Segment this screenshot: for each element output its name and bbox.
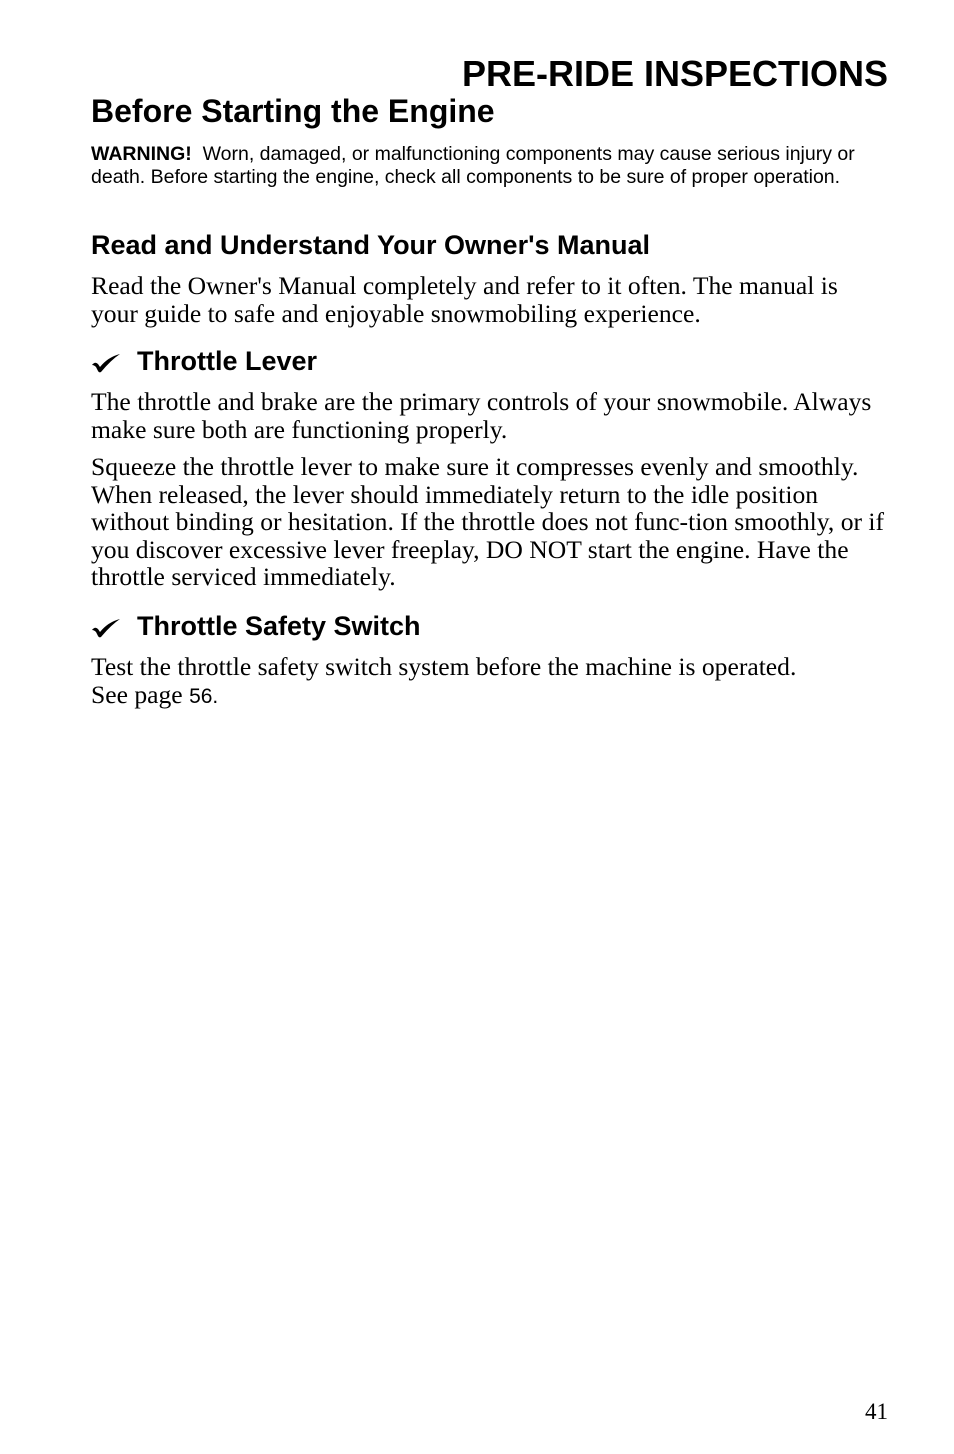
warning-block [91, 143, 891, 188]
section-heading-owners-manual: Read and Understand Your Owner's Manual [91, 230, 651, 260]
paragraph-throttle-lever-1: The throttle and brake are the primary controls of your snowmobile. Always make sure both are functioning properly. [91, 387, 872, 444]
see-page-link[interactable]: 56. [189, 684, 219, 708]
warning-label: WARNING! [91, 143, 192, 165]
section-title: PRE-RIDE INSPECTIONS [461, 53, 888, 94]
paragraph-throttle-lever-2: Squeeze the throttle lever to make sure it compresses evenly and smoothly. When released, the lever should immediately return to the idle position without binding or hesitation. If the throttle does not func-tion smoothly, or if you discover excessive lever freeplay, DO NOT start the engine. Have the throttle serviced immediately. [91, 452, 885, 591]
section-heading-throttle-lever: Throttle Lever [91, 345, 317, 377]
see-page-prefix: See page [91, 679, 183, 709]
checkmark-icon [91, 610, 137, 638]
checkmark-icon [91, 345, 137, 373]
paragraph-owners-manual: Read the Owner's Manual completely and refer to it often. The manual is your guide to safe and enjoyable snowmobiling experience. [91, 271, 838, 328]
page-heading: Before Starting the Engine [91, 93, 495, 129]
paragraph-throttle-safety-switch: Test the throttle safety switch system before the machine is operated. See page 56. [91, 652, 797, 709]
page-number: 41 [865, 1399, 888, 1424]
warning-text: Worn, damaged, or malfunctioning components may cause serious injury or death. Before starting the engine, check all components to be sure of proper operation. [91, 143, 855, 188]
section-heading-throttle-safety-switch: Throttle Safety Switch [91, 610, 421, 642]
